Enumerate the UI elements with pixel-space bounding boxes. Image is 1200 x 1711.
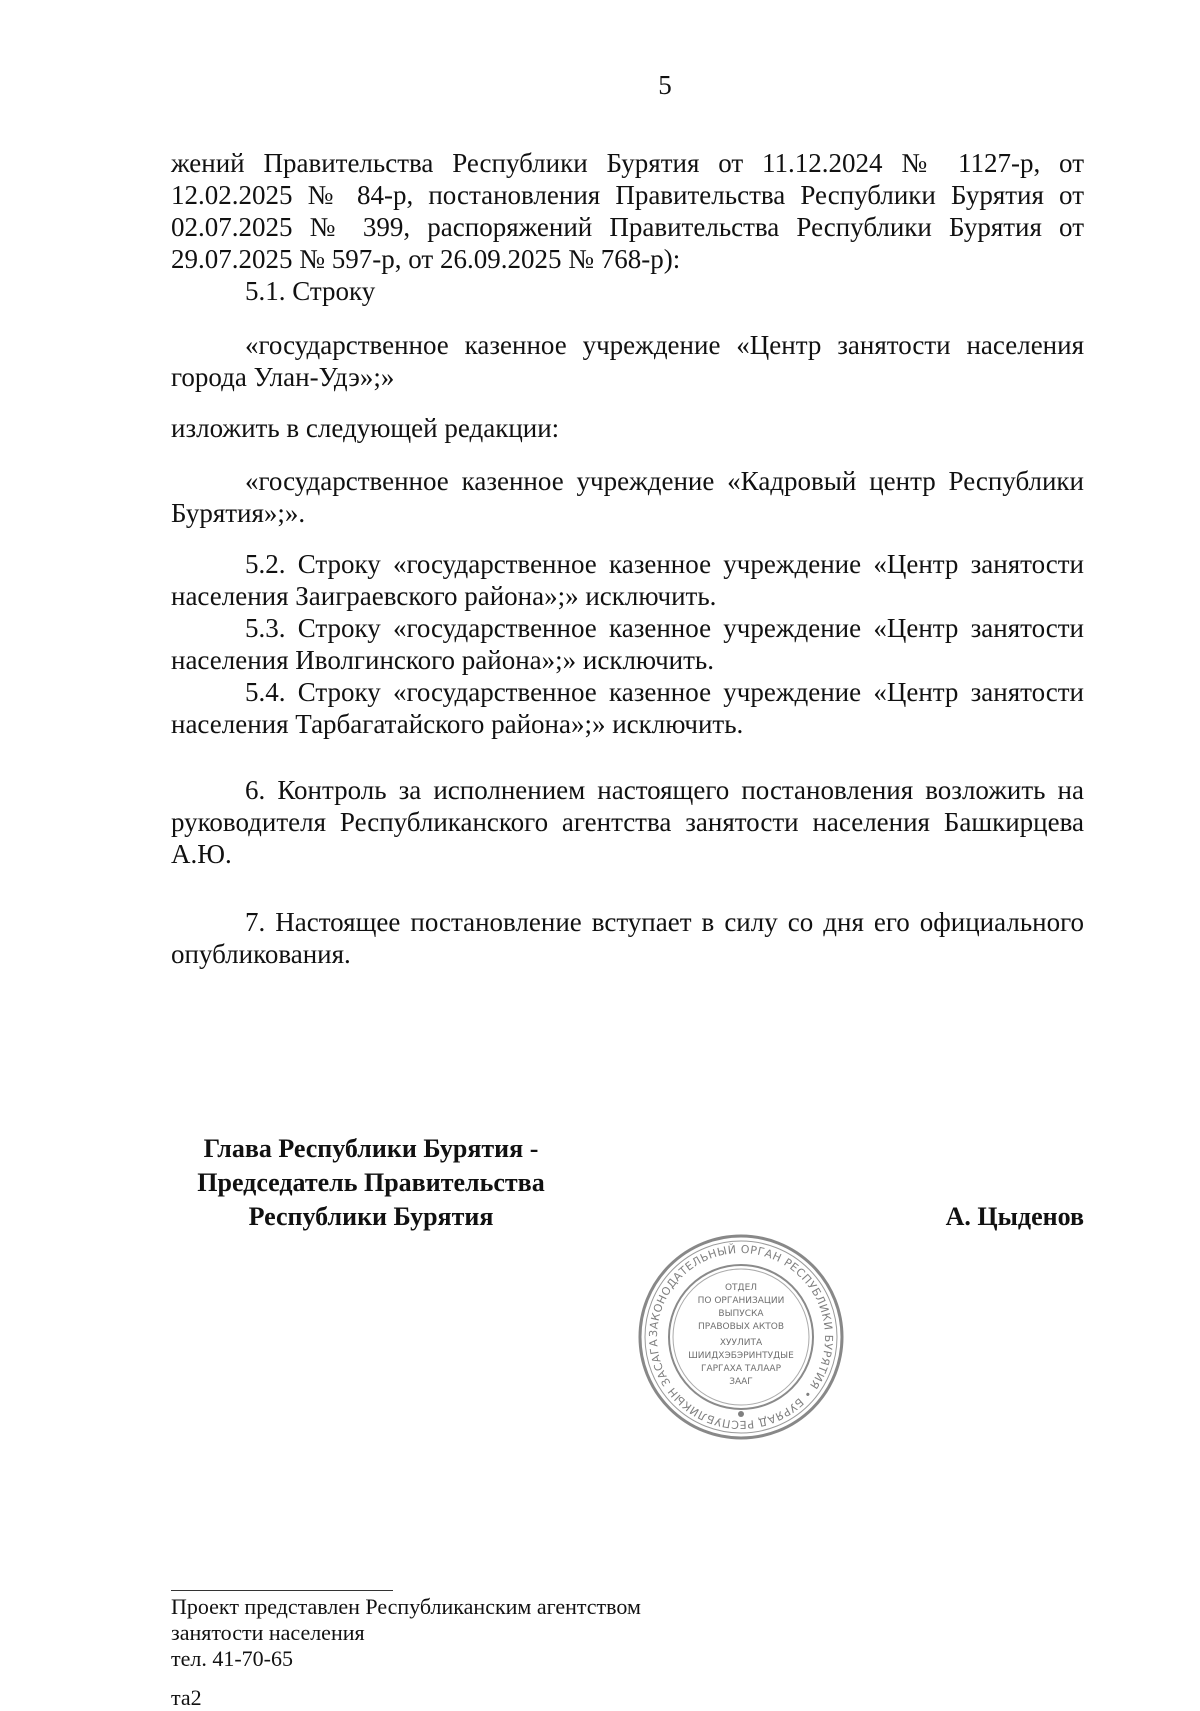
paragraph-new-wording: «государственное казенное учреждение «Кадровый центр Республики Бурятия»;». <box>171 466 1084 528</box>
effective-date-block <box>171 906 1084 970</box>
seal-outer-text: ЗАКОНОДАТЕЛЬНЫЙ ОРГАН РЕСПУБЛИКИ БУРЯТИЯ • БУРЯАД РЕСПУБЛИКЫН ЗАСАГА <box>646 1242 836 1432</box>
footnote-line: тел. 41-70-65 <box>171 1646 294 1671</box>
round-seal-icon <box>636 1232 846 1442</box>
old-line-block <box>171 329 1084 393</box>
signatory-name: А. Цыденов <box>945 1202 1084 1231</box>
paragraph-6: 6. Контроль за исполнением настоящего постановления возложить на руководителя Республиканского агентства занятости населения Башкирцева А.Ю. <box>171 775 1084 869</box>
footnote <box>171 1594 641 1672</box>
signatory-title-line: Председатель Правительства <box>197 1168 545 1197</box>
footnote-divider <box>171 1590 393 1591</box>
page-number: 5 <box>658 70 672 100</box>
seal-center-line: ГАРГАХА ТАЛААР <box>700 1364 782 1374</box>
seal-center-line: ПРАВОВЫХ АКТОВ <box>697 1322 785 1332</box>
signatory-title-line: Глава Республики Бурятия - <box>203 1134 539 1163</box>
paragraph-5-1: 5.1. Строку <box>245 276 376 306</box>
paragraph-5-4: 5.4. Строку «государственное казенное учреждение «Центр занятости населения Тарбагатайского района»;» исключить. <box>171 677 1084 739</box>
seal-center-line: ВЫПУСКА <box>718 1309 764 1319</box>
intro-block <box>171 147 1084 307</box>
paragraph-7: 7. Настоящее постановление вступает в силу со дня его официального опубликования. <box>171 907 1084 969</box>
seal-center-line: ХУУЛИТА <box>719 1338 763 1348</box>
signatory-title <box>171 1132 571 1234</box>
seal-center-line: ПО ОРГАНИЗАЦИИ <box>697 1296 785 1306</box>
paragraph-intro: жений Правительства Республики Бурятия от 11.12.2024 № 1127-р, от 12.02.2025 № 84-р, постановления Правительства Республики Бурятия от 02.07.2025 № 399, распоряжений Правительства Республики Бурятия от 29.07.2025 № 597-р, от 26.09.2025 № 768-р): <box>171 148 1084 274</box>
footnote-line: занятости населения <box>171 1620 365 1645</box>
seal-center-line: ЗААГ <box>729 1377 753 1387</box>
seal-center-line: ШИИДХЭБЭРИНТУДЫЕ <box>688 1351 794 1361</box>
paragraph-5-2: 5.2. Строку «государственное казенное учреждение «Центр занятости населения Заиграевского района»;» исключить. <box>171 549 1084 611</box>
paragraph-5-3: 5.3. Строку «государственное казенное учреждение «Центр занятости населения Иволгинского района»;» исключить. <box>171 613 1084 675</box>
exclusions-block <box>171 548 1084 740</box>
paragraph-old-wording: «государственное казенное учреждение «Центр занятости населения города Улан-Удэ»;» <box>171 330 1084 392</box>
control-block <box>171 774 1084 870</box>
edit-instruction-block <box>171 412 1084 444</box>
document-code: та2 <box>171 1685 202 1710</box>
new-wording-block <box>171 465 1084 529</box>
paragraph-edit-instruction: изложить в следующей редакции: <box>171 413 560 443</box>
footnote-line: Проект представлен Республиканским агентством <box>171 1594 641 1619</box>
signatory-title-line: Республики Бурятия <box>248 1202 494 1231</box>
seal-center-line: ОТДЕЛ <box>724 1283 758 1293</box>
